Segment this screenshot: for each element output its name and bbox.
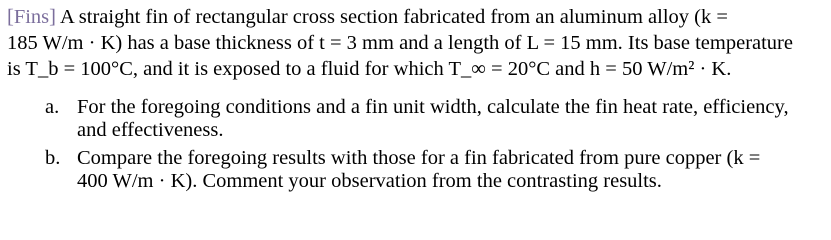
part-b-marker: b. <box>45 147 61 169</box>
problem-intro-line-2: 185 W/m · K) has a base thickness of t = 3 mm and a length of L = 15 mm. Its base temperature <box>7 32 793 54</box>
problem-intro-text-1: A straight fin of rectangular cross section fabricated from an aluminum alloy (k = <box>55 6 728 28</box>
part-b-line-2: 400 W/m · K). Comment your observation from the contrasting results. <box>77 170 662 192</box>
part-a-line-1: For the foregoing conditions and a fin unit width, calculate the fin heat rate, efficiency, <box>77 96 789 118</box>
part-a-marker: a. <box>45 96 60 118</box>
problem-intro-line-3: is T_b = 100°C, and it is exposed to a fluid for which T_∞ = 20°C and h = 50 W/m² · K. <box>7 58 732 80</box>
part-b-line-1: Compare the foregoing results with those for a fin fabricated from pure copper (k = <box>77 147 761 169</box>
problem-intro-line-1 <box>7 5 728 30</box>
part-a-line-2: and effectiveness. <box>77 119 224 141</box>
problem-tag: [Fins] <box>7 6 56 28</box>
